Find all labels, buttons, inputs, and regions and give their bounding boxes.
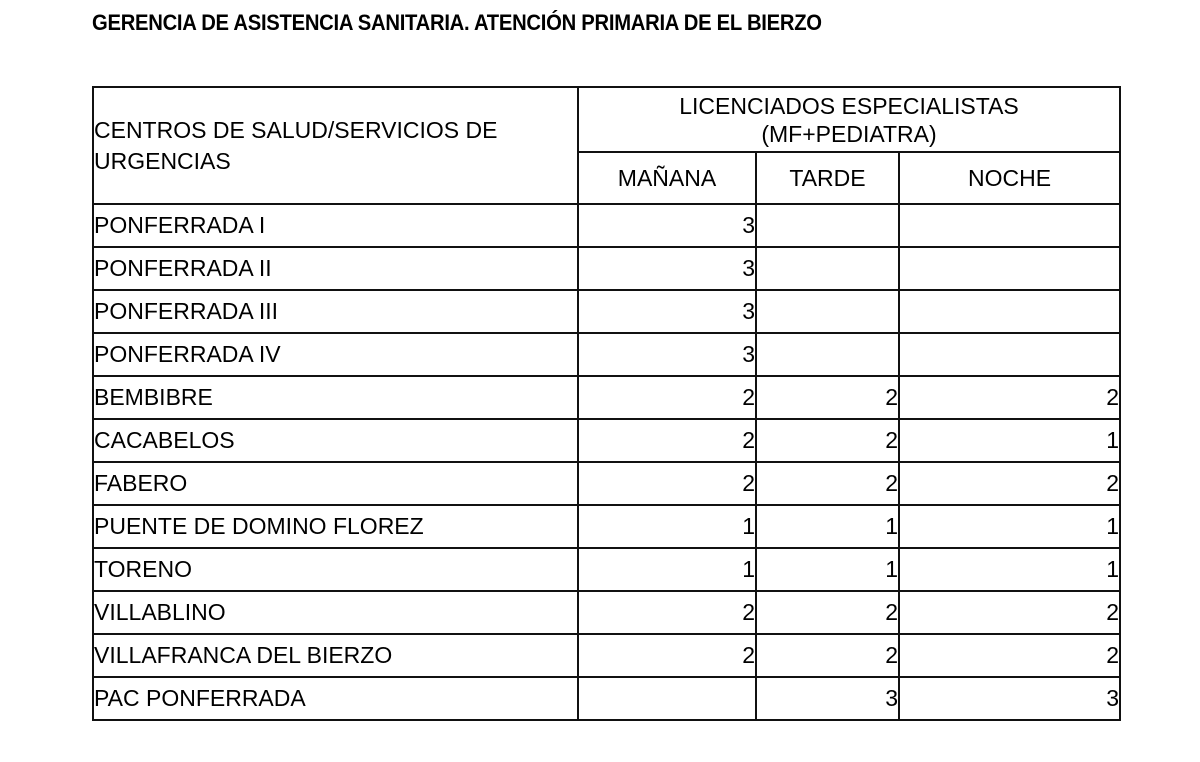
center-name: PAC PONFERRADA: [93, 677, 578, 720]
cell-manana: 2: [578, 591, 756, 634]
cell-noche: 1: [899, 419, 1120, 462]
center-name: PONFERRADA IV: [93, 333, 578, 376]
cell-manana: 2: [578, 419, 756, 462]
table-row: [93, 290, 1120, 333]
cell-tarde: 2: [756, 376, 899, 419]
table-row: [93, 591, 1120, 634]
cell-tarde: 1: [756, 505, 899, 548]
cell-noche: 2: [899, 462, 1120, 505]
cell-noche: 2: [899, 591, 1120, 634]
cell-manana: 2: [578, 634, 756, 677]
cell-noche: [899, 290, 1120, 333]
column-header-tarde: TARDE: [756, 152, 899, 204]
center-name: PONFERRADA III: [93, 290, 578, 333]
cell-noche: [899, 204, 1120, 247]
group-header-line2: (MF+PEDIATRA): [761, 120, 937, 147]
table-row: [93, 333, 1120, 376]
cell-manana: 1: [578, 505, 756, 548]
table-row: [93, 548, 1120, 591]
column-header-noche: NOCHE: [899, 152, 1120, 204]
document-title: GERENCIA DE ASISTENCIA SANITARIA. ATENCIÓN PRIMARIA DE EL BIERZO: [92, 10, 822, 35]
cell-tarde: [756, 204, 899, 247]
cell-tarde: 2: [756, 462, 899, 505]
cell-tarde: [756, 247, 899, 290]
cell-manana: [578, 677, 756, 720]
column-header-manana: MAÑANA: [578, 152, 756, 204]
cell-tarde: 1: [756, 548, 899, 591]
cell-tarde: [756, 333, 899, 376]
table-row: [93, 204, 1120, 247]
table-row: [93, 462, 1120, 505]
staffing-table: [92, 86, 1121, 721]
cell-manana: 2: [578, 376, 756, 419]
cell-noche: 1: [899, 505, 1120, 548]
centers-column-header: CENTROS DE SALUD/SERVICIOS DE URGENCIAS: [93, 87, 578, 204]
center-name: VILLABLINO: [93, 591, 578, 634]
center-name: PONFERRADA I: [93, 204, 578, 247]
table-row: [93, 419, 1120, 462]
center-name: PUENTE DE DOMINO FLOREZ: [93, 505, 578, 548]
cell-noche: [899, 247, 1120, 290]
cell-tarde: 3: [756, 677, 899, 720]
table-row: [93, 677, 1120, 720]
specialists-group-header: [578, 87, 1120, 152]
group-header-line1: LICENCIADOS ESPECIALISTAS: [679, 92, 1019, 119]
cell-tarde: 2: [756, 419, 899, 462]
center-name: FABERO: [93, 462, 578, 505]
cell-tarde: [756, 290, 899, 333]
cell-manana: 3: [578, 247, 756, 290]
cell-tarde: 2: [756, 591, 899, 634]
cell-noche: 2: [899, 634, 1120, 677]
center-name: PONFERRADA II: [93, 247, 578, 290]
center-name: BEMBIBRE: [93, 376, 578, 419]
cell-noche: 1: [899, 548, 1120, 591]
cell-noche: 3: [899, 677, 1120, 720]
cell-manana: 3: [578, 290, 756, 333]
table-row: [93, 505, 1120, 548]
cell-tarde: 2: [756, 634, 899, 677]
center-name: TORENO: [93, 548, 578, 591]
table-row: [93, 634, 1120, 677]
cell-noche: 2: [899, 376, 1120, 419]
center-name: VILLAFRANCA DEL BIERZO: [93, 634, 578, 677]
center-name: CACABELOS: [93, 419, 578, 462]
cell-noche: [899, 333, 1120, 376]
table-row: [93, 376, 1120, 419]
cell-manana: 1: [578, 548, 756, 591]
cell-manana: 2: [578, 462, 756, 505]
cell-manana: 3: [578, 204, 756, 247]
cell-manana: 3: [578, 333, 756, 376]
table-row: [93, 247, 1120, 290]
